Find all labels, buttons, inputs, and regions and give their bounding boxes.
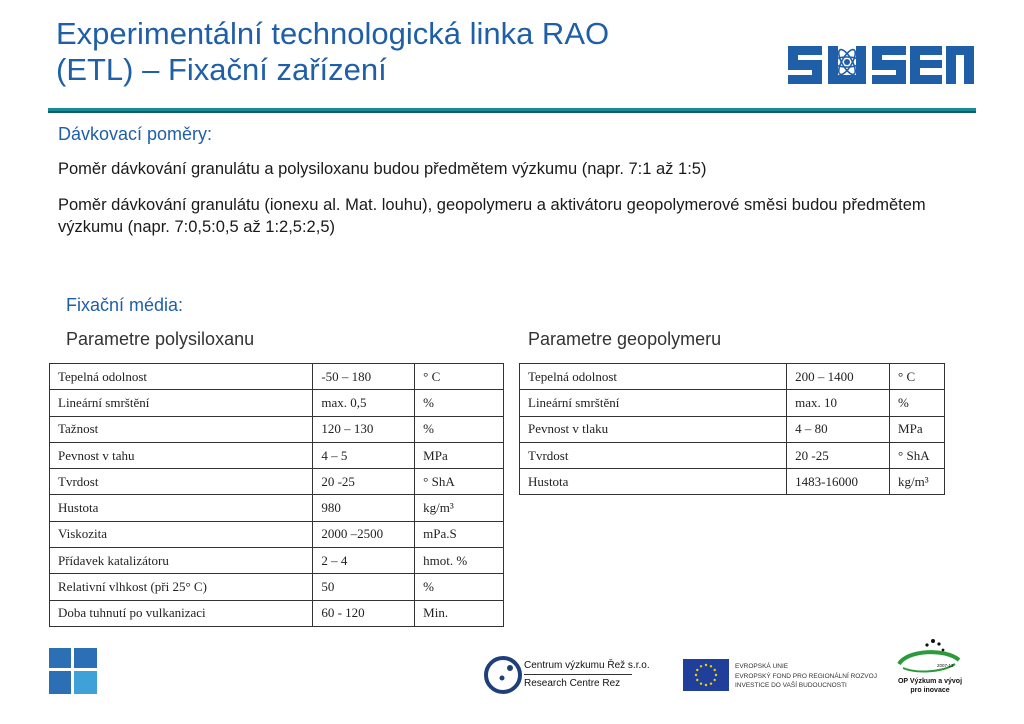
table-row: [50, 364, 504, 390]
table-row: [50, 416, 504, 442]
windows-grid-icon: [49, 648, 97, 694]
param-unit: hmot. %: [415, 548, 504, 574]
susen-logo: [786, 42, 976, 88]
param-unit: %: [415, 390, 504, 416]
geopolymer-table: [519, 363, 945, 495]
param-unit: ° C: [415, 364, 504, 390]
fixation-heading: Fixační média:: [66, 295, 184, 315]
param-value: 200 – 1400: [787, 364, 890, 390]
param-unit: MPa: [890, 416, 945, 442]
param-unit: Min.: [415, 600, 504, 626]
param-name: Tvrdost: [520, 442, 787, 468]
param-value: 4 – 80: [787, 416, 890, 442]
param-unit: MPa: [415, 442, 504, 468]
header-divider-shadow: [48, 111, 976, 113]
dosing-paragraph-1: Poměr dávkování granulátu a polysiloxanu budou předmětem výzkumu (napr. 7:1 až 1:5): [58, 160, 707, 178]
param-value: 2000 –2500: [313, 521, 415, 547]
param-unit: ° ShA: [415, 469, 504, 495]
param-unit: %: [415, 574, 504, 600]
table-row: [50, 390, 504, 416]
param-name: Relativní vlhkost (při 25° C): [50, 574, 313, 600]
op-text: [890, 677, 970, 695]
param-name: Pevnost v tlaku: [520, 416, 787, 442]
table-row: [50, 495, 504, 521]
param-unit: %: [890, 390, 945, 416]
eu-line-3: INVESTICE DO VAŠÍ BUDOUCNOSTI: [735, 682, 847, 689]
dosing-paragraph-2: Poměr dávkování granulátu (ionexu al. Mat. louhu), geopolymeru a aktivátoru geopolymerové směsi budou předmětem výzkumu (napr. 7:0,5:0,5 až 1:2,5:2,5): [58, 196, 926, 236]
param-value: 980: [313, 495, 415, 521]
cvr-divider: [524, 674, 632, 675]
table-row: [50, 600, 504, 626]
param-value: max. 10: [787, 390, 890, 416]
table-row: [520, 416, 945, 442]
slide-title-line1: Experimentální technologická linka RAO: [56, 16, 610, 51]
dosing-heading: Dávkovací poměry:: [58, 124, 213, 144]
slide-title: [56, 16, 736, 88]
param-name: Tepelná odolnost: [520, 364, 787, 390]
param-unit: %: [415, 416, 504, 442]
op-year: 2007-13: [937, 663, 954, 668]
param-value: 60 - 120: [313, 600, 415, 626]
param-name: Viskozita: [50, 521, 313, 547]
op-vavpi-logo-icon: [893, 638, 965, 678]
param-name: Tažnost: [50, 416, 313, 442]
polysiloxane-heading: Parametre polysiloxanu: [66, 329, 255, 349]
param-name: Hustota: [50, 495, 313, 521]
param-name: Tepelná odolnost: [50, 364, 313, 390]
op-line-2: pro inovace: [910, 687, 950, 694]
param-name: Tvrdost: [50, 469, 313, 495]
cvr-english-name: Research Centre Rez: [524, 678, 621, 689]
param-unit: ° ShA: [890, 442, 945, 468]
param-value: max. 0,5: [313, 390, 415, 416]
param-value: 20 -25: [787, 442, 890, 468]
eu-flag-icon: [683, 659, 729, 691]
eu-line-1: EVROPSKÁ UNIE: [735, 663, 789, 670]
table-row: [520, 390, 945, 416]
table-row: [520, 469, 945, 495]
param-name: Lineární smrštění: [50, 390, 313, 416]
param-value: 20 -25: [313, 469, 415, 495]
cvr-name: Centrum výzkumu Řež s.r.o.: [524, 660, 650, 671]
param-value: 1483-16000: [787, 469, 890, 495]
param-unit: ° C: [890, 364, 945, 390]
eu-line-2: EVROPSKÝ FOND PRO REGIONÁLNÍ ROZVOJ: [735, 672, 877, 680]
param-value: 4 – 5: [313, 442, 415, 468]
param-name: Lineární smrštění: [520, 390, 787, 416]
table-row: [50, 574, 504, 600]
slide-title-line2: (ETL) – Fixační zařízení: [56, 52, 387, 87]
table-row: [520, 442, 945, 468]
op-line-1: OP Výzkum a vývoj: [897, 678, 963, 685]
param-unit: kg/m³: [415, 495, 504, 521]
param-value: 2 – 4: [313, 548, 415, 574]
param-value: -50 – 180: [313, 364, 415, 390]
param-name: Hustota: [520, 469, 787, 495]
eu-text: [735, 662, 877, 691]
param-name: Doba tuhnutí po vulkanizaci: [50, 600, 313, 626]
table-row: [520, 364, 945, 390]
param-unit: kg/m³: [890, 469, 945, 495]
table-row: [50, 442, 504, 468]
geopolymer-heading: Parametre geopolymeru: [528, 329, 722, 349]
table-row: [50, 521, 504, 547]
param-name: Pevnost v tahu: [50, 442, 313, 468]
table-row: [50, 469, 504, 495]
param-unit: mPa.S: [415, 521, 504, 547]
param-value: 120 – 130: [313, 416, 415, 442]
cvr-logo-icon: [482, 654, 524, 696]
param-name: Přídavek katalizátoru: [50, 548, 313, 574]
table-row: [50, 548, 504, 574]
param-value: 50: [313, 574, 415, 600]
polysiloxane-table: [49, 363, 504, 627]
